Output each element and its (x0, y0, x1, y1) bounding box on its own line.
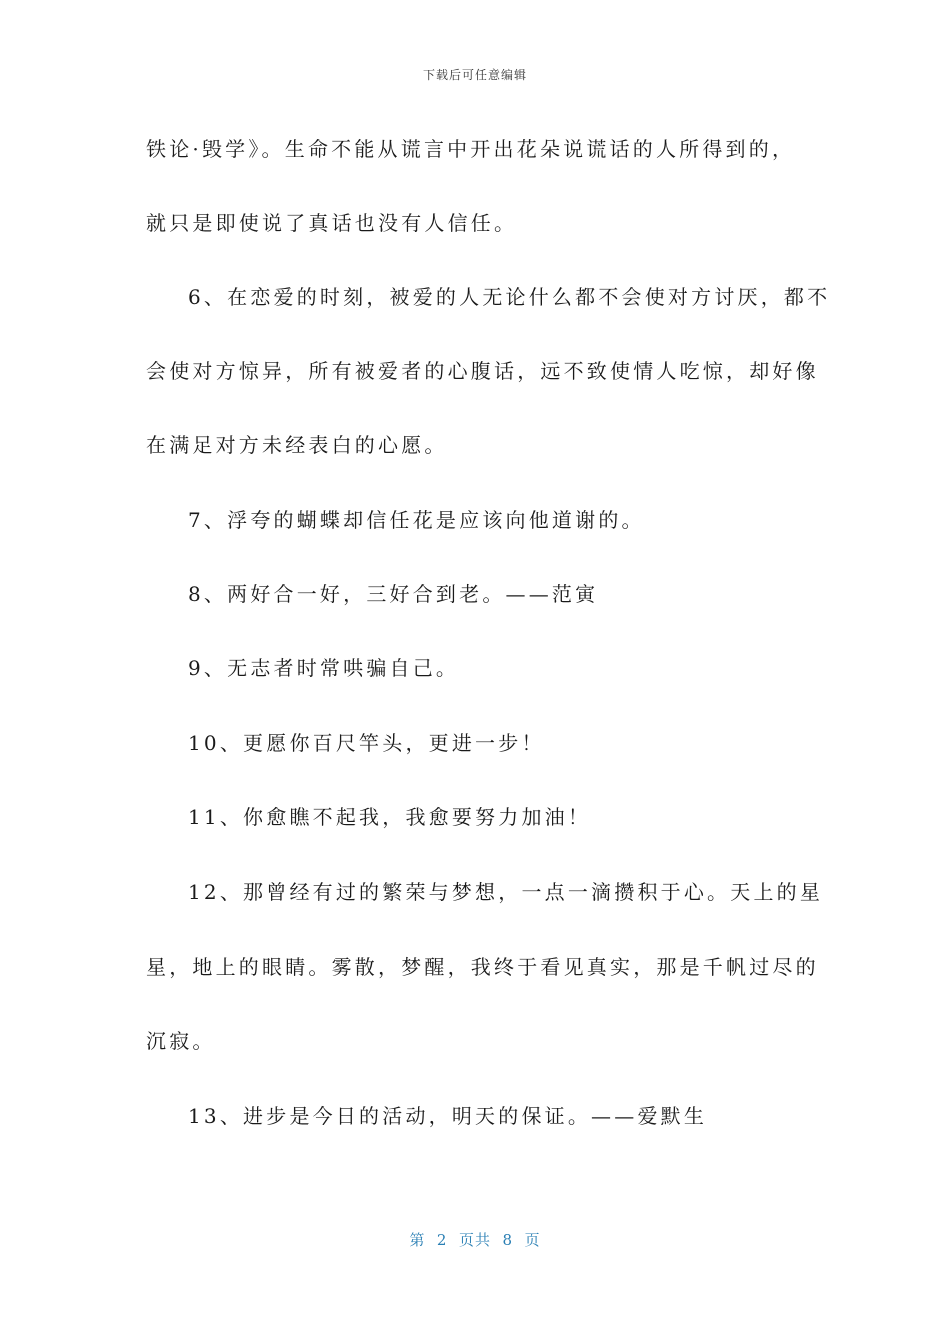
text-line: 在满足对方未经表白的心愿。 (146, 433, 448, 457)
text-line: 沉寂。 (146, 1029, 216, 1053)
text-line: 8、两好合一好，三好合到老。——范寅 (188, 582, 599, 606)
text-line: 会使对方惊异，所有被爱者的心腹话，远不致使情人吃惊，却好像 (146, 359, 819, 383)
page-header-note: 下载后可任意编辑 (422, 68, 527, 82)
text-line: 9、无志者时常哄骗自己。 (188, 656, 460, 680)
text-line: 星，地上的眼睛。雾散，梦醒，我终于看见真实，那是千帆过尽的 (146, 955, 819, 979)
page-number-footer: 第 2 页共 8 页 (409, 1231, 541, 1249)
text-line: 11、你愈瞧不起我，我愈要努力加油！ (188, 805, 592, 829)
text-line: 10、更愿你百尺竿头，更进一步！ (188, 731, 545, 755)
text-line: 12、那曾经有过的繁荣与梦想，一点一滴攒积于心。天上的星 (188, 880, 824, 904)
text-line: 铁论·毁学》。生命不能从谎言中开出花朵说谎话的人所得到的， (146, 137, 796, 161)
text-line: 13、进步是今日的活动，明天的保证。——爱默生 (188, 1104, 708, 1128)
text-line: 就只是即使说了真话也没有人信任。 (146, 211, 518, 235)
text-line: 6、在恋爱的时刻，被爱的人无论什么都不会使对方讨厌，都不 (188, 285, 831, 309)
text-line: 7、浮夸的蝴蝶却信任花是应该向他道谢的。 (188, 508, 645, 532)
